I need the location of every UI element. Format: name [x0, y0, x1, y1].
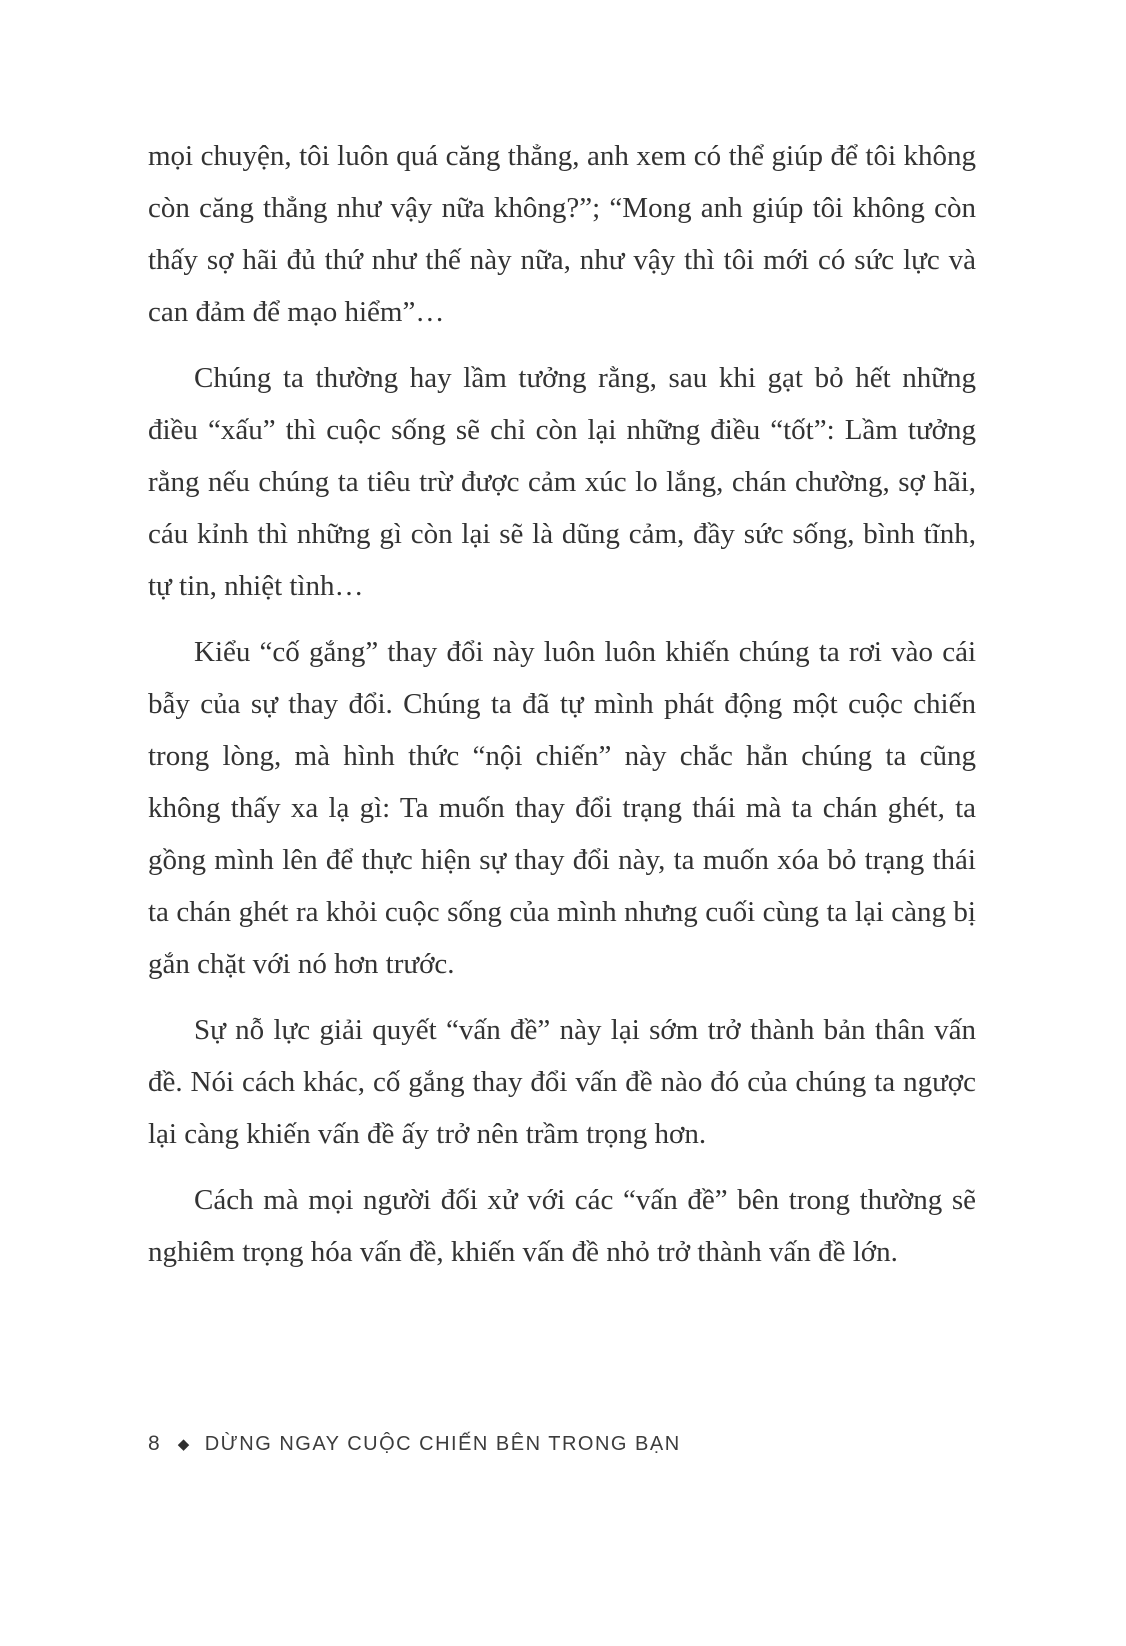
- paragraph: Chúng ta thường hay lầm tưởng rằng, sau khi gạt bỏ hết những điều “xấu” thì cuộc sống sẽ chỉ còn lại những điều “tốt”: Lầm tưởng rằng nếu chúng ta tiêu trừ được cảm xúc lo lắng, chán chường, sợ hãi, cáu kỉnh thì những gì còn lại sẽ là dũng cảm, đầy sức sống, bình tĩnh, tự tin, nhiệt tình…: [148, 362, 976, 602]
- diamond-icon: ◆: [177, 1436, 191, 1453]
- page-body: [148, 130, 976, 1292]
- paragraph: Kiểu “cố gắng” thay đổi này luôn luôn khiến chúng ta rơi vào cái bẫy của sự thay đổi. Chúng ta đã tự mình phát động một cuộc chiến trong lòng, mà hình thức “nội chiến” này chắc hẳn chúng ta cũng không thấy xa lạ gì: Ta muốn thay đổi trạng thái mà ta chán ghét, ta gồng mình lên để thực hiện sự thay đổi này, ta muốn xóa bỏ trạng thái ta chán ghét ra khỏi cuộc sống của mình nhưng cuối cùng ta lại càng bị gắn chặt với nó hơn trước.: [148, 636, 976, 980]
- paragraph: Cách mà mọi người đối xử với các “vấn đề” bên trong thường sẽ nghiêm trọng hóa vấn đề, khiến vấn đề nhỏ trở thành vấn đề lớn.: [148, 1184, 976, 1268]
- running-title: DỪNG NGAY CUỘC CHIẾN BÊN TRONG BẠN: [204, 1432, 681, 1455]
- page-number: 8: [148, 1432, 160, 1455]
- paragraph: Sự nỗ lực giải quyết “vấn đề” này lại sớm trở thành bản thân vấn đề. Nói cách khác, cố gắng thay đổi vấn đề nào đó của chúng ta ngược lại càng khiến vấn đề ấy trở nên trầm trọng hơn.: [148, 1014, 976, 1150]
- page-footer: [148, 1432, 681, 1456]
- paragraph: mọi chuyện, tôi luôn quá căng thẳng, anh xem có thể giúp để tôi không còn căng thẳng như vậy nữa không?”; “Mong anh giúp tôi không còn thấy sợ hãi đủ thứ như thế này nữa, như vậy thì tôi mới có sức lực và can đảm để mạo hiểm”…: [148, 140, 976, 328]
